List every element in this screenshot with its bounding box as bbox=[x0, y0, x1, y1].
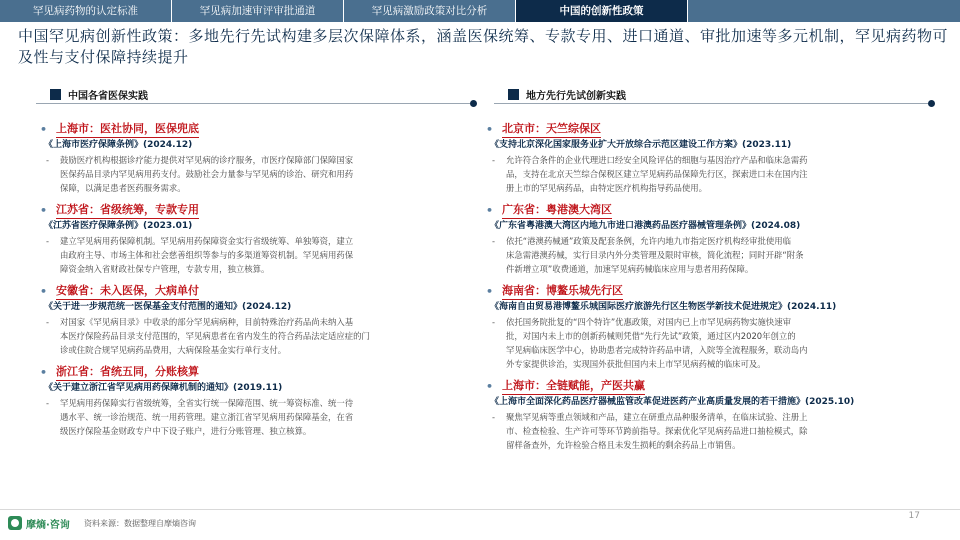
policy-entry-shanghai-industry bbox=[484, 377, 924, 452]
policy-body-line: - 对国家《罕见病目录》中收录的部分罕见病病种，目前特殊治疗药品尚未纳入基 bbox=[46, 317, 354, 327]
bullet-icon: • bbox=[40, 365, 48, 379]
right-column-title-text: 地方先行先试创新实践 bbox=[526, 90, 626, 102]
region-title: 浙江省：省统五同，分账核算 bbox=[56, 363, 199, 381]
policy-document-title: 《支持北京深化国家服务业扩大开放综合示范区建设工作方案》(2023.11) bbox=[490, 140, 792, 150]
policy-body-line: 留样备查外，允许检验合格且未发生损耗的剩余药品上市销售。 bbox=[506, 440, 741, 450]
right-column-rule-dot bbox=[928, 100, 935, 107]
right-column-rule bbox=[494, 103, 928, 104]
policy-document-title: 《上海市医疗保障条例》(2024.12) bbox=[44, 140, 193, 150]
region-title: 海南省：博鳌乐城先行区 bbox=[502, 282, 623, 300]
region-title: 江苏省：省级统筹，专款专用 bbox=[56, 201, 199, 219]
right-column bbox=[484, 120, 924, 458]
policy-body-line: 级医疗保险基金财政专户中下设子账户，进行分账管理、独立核算。 bbox=[60, 426, 312, 436]
right-column-title bbox=[508, 85, 626, 103]
policy-body-line: 罕见病临床医学中心，协助患者完成特许药品申请，入院等全流程服务，联动岛内 bbox=[506, 345, 808, 355]
policy-body-line: 品，支持在北京天竺综合保税区建立罕见病药品保障先行区，探索进口未在国内注 bbox=[506, 169, 808, 179]
tab-incentive-comparison[interactable]: 罕见病激励政策对比分析 bbox=[344, 0, 516, 22]
policy-body-line: 遇水平、统一诊治规范、统一用药管理。建立浙江省罕见病用药保障基金，在省 bbox=[60, 412, 354, 422]
region-title: 北京市：天竺综保区 bbox=[502, 120, 601, 138]
policy-body-line: 册上市的罕见病药品，由特定医疗机构指导药品使用。 bbox=[506, 183, 707, 193]
policy-body-line: 床急需港澳药械，实行目录内外分类管理及限时审核，简化流程；同时开辟“附条 bbox=[506, 250, 804, 260]
region-title: 安徽省：未入医保，大病单付 bbox=[56, 282, 199, 300]
policy-document-title: 《海南自由贸易港博鳌乐城国际医疗旅游先行区生物医学新技术促进规定》(2024.11) bbox=[490, 302, 837, 312]
tab-china-innovation[interactable]: 中国的创新性政策 bbox=[516, 0, 688, 22]
policy-body-line: - 建立罕见病用药保障机制。罕见病用药保障资金实行省级统筹、单独筹资，建立 bbox=[46, 236, 354, 246]
policy-body-line: 由政府主导、市场主体和社会慈善组织等参与的多渠道筹资机制。罕见病用药保 bbox=[60, 250, 354, 260]
title-marker-icon bbox=[508, 89, 519, 100]
bullet-icon: • bbox=[40, 122, 48, 136]
region-heading bbox=[38, 120, 462, 138]
bullet-icon: • bbox=[486, 284, 494, 298]
tab-rare-drug-criteria[interactable]: 罕见病药物的认定标准 bbox=[0, 0, 172, 22]
policy-entry-shanghai-insurance bbox=[38, 120, 462, 195]
policy-entry-hainan bbox=[484, 282, 924, 371]
policy-body-line: - 聚焦罕见病等重点领域和产品，建立在研重点品种服务清单，在临床试验、注册上 bbox=[492, 412, 808, 422]
source-note: 资料来源：数据整理自摩熵咨询 bbox=[84, 519, 196, 528]
region-title: 上海市：全链赋能，产医共赢 bbox=[502, 377, 645, 395]
region-heading bbox=[484, 377, 924, 395]
policy-document-title: 《上海市全面深化药品医疗器械监管改革促进医药产业高质量发展的若干措施》(2025.10) bbox=[490, 397, 855, 407]
bullet-icon: • bbox=[486, 379, 494, 393]
logo-icon bbox=[8, 516, 22, 530]
left-column bbox=[38, 120, 462, 444]
policy-document-title: 《广东省粤港澳大湾区内地九市进口港澳药品医疗器械管理条例》(2024.08) bbox=[490, 221, 801, 231]
region-title: 广东省：粤港澳大湾区 bbox=[502, 201, 612, 219]
tab-bar-filler bbox=[688, 0, 960, 22]
region-heading bbox=[38, 363, 462, 381]
policy-body-line: 障资金纳入省财政社保专户管理，专款专用，独立核算。 bbox=[60, 264, 270, 274]
region-heading bbox=[484, 120, 924, 138]
policy-body-line: - 鼓励医疗机构根据诊疗能力提供对罕见病的诊疗服务，市医疗保障部门保障国家 bbox=[46, 155, 354, 165]
policy-body-line: 市、检查检验、生产许可等环节跨前指导。探索优化罕见病药品进口抽检模式，除 bbox=[506, 426, 808, 436]
policy-entry-beijing bbox=[484, 120, 924, 195]
bullet-icon: • bbox=[40, 203, 48, 217]
left-column-title bbox=[50, 85, 148, 103]
policy-body-line: 件新增立项”收费通道，加速罕见病药械临床应用与患者用药保障。 bbox=[506, 264, 754, 274]
page-number: 17 bbox=[908, 511, 920, 521]
region-title: 上海市：医社协同，医保兜底 bbox=[56, 120, 199, 138]
policy-body-line: 诊或住院合规罕见病药品费用，大病保险基金实行单行支付。 bbox=[60, 345, 287, 355]
brand-logo bbox=[8, 514, 70, 532]
policy-entry-guangdong bbox=[484, 201, 924, 276]
region-heading bbox=[38, 201, 462, 219]
policy-body-line: 医保药品目录内罕见病用药支付。鼓励社会力量参与罕见病的诊治、研究和用药 bbox=[60, 169, 354, 179]
policy-body-line: - 依托国务院批复的“四个特许”优惠政策，对国内已上市罕见病药物实施快速审 bbox=[492, 317, 792, 327]
bullet-icon: • bbox=[40, 284, 48, 298]
tab-accelerated-review[interactable]: 罕见病加速审评审批通道 bbox=[172, 0, 344, 22]
region-heading bbox=[484, 201, 924, 219]
left-column-rule bbox=[36, 103, 470, 104]
policy-body-line: - 依托“港澳药械通”政策及配套条例，允许内地九市指定医疗机构经审批使用临 bbox=[492, 236, 792, 246]
policy-body-line: 保障，以满足患者医药服务需求。 bbox=[60, 183, 186, 193]
policy-body-line: 本医疗保险药品目录支付范围的，罕见病患者在省内发生的符合药品法定适应症的门 bbox=[60, 331, 370, 341]
left-column-rule-dot bbox=[470, 100, 477, 107]
policy-document-title: 《关于建立浙江省罕见病用药保障机制的通知》(2019.11) bbox=[44, 383, 283, 393]
region-heading bbox=[38, 282, 462, 300]
policy-entry-jiangsu bbox=[38, 201, 462, 276]
policy-entry-zhejiang bbox=[38, 363, 462, 438]
policy-body-line: - 允许符合条件的企业代理进口经安全风险评估的细胞与基因治疗产品和临床急需药 bbox=[492, 155, 808, 165]
page-headline: 中国罕见病创新性政策：多地先行先试构建多层次保障体系，涵盖医保统筹、专款专用、进口通道、审批加速等多元机制，罕见病药物可及性与支付保障持续提升 bbox=[18, 27, 949, 66]
footer-divider bbox=[0, 509, 960, 510]
title-marker-icon bbox=[50, 89, 61, 100]
policy-body-line: - 罕见病用药保障实行省级统筹，全省实行统一保障范围、统一筹资标准、统一待 bbox=[46, 398, 354, 408]
left-column-title-text: 中国各省医保实践 bbox=[68, 90, 148, 102]
policy-entry-anhui bbox=[38, 282, 462, 357]
section-tabs bbox=[0, 0, 960, 22]
logo-text: 摩熵·咨询 bbox=[26, 519, 70, 531]
policy-body-line: 批，对国内未上市的创新药械则凭借“先行先试”政策，通过区内2020年创立的 bbox=[506, 331, 796, 341]
policy-document-title: 《江苏省医疗保障条例》(2023.01) bbox=[44, 221, 193, 231]
bullet-icon: • bbox=[486, 203, 494, 217]
region-heading bbox=[484, 282, 924, 300]
policy-document-title: 《关于进一步规范统一医保基金支付范围的通知》(2024.12) bbox=[44, 302, 292, 312]
bullet-icon: • bbox=[486, 122, 494, 136]
policy-body-line: 外专家提供诊治，实现国外获批但国内未上市罕见病药械的临床可及。 bbox=[506, 359, 766, 369]
